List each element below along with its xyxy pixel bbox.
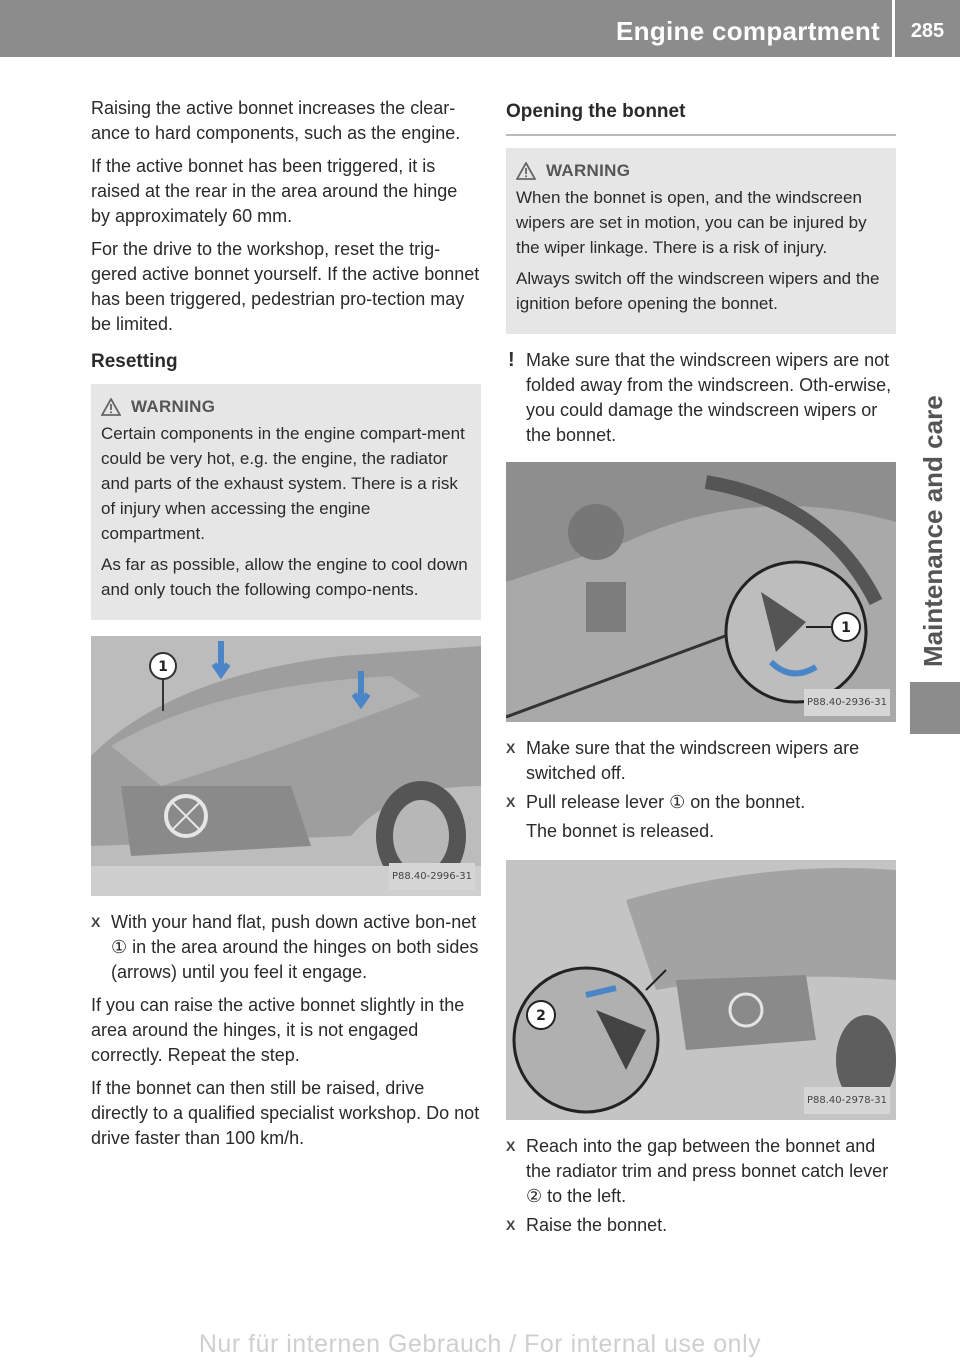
- cockpit-illustration: [506, 462, 896, 722]
- step-text: Raise the bonnet.: [526, 1215, 668, 1235]
- step-text: Reach into the gap between the bonnet and the radiator trim and press bonnet catch lever ② to the left.: [526, 1136, 889, 1206]
- warning-text: Always switch off the windscreen wipers and the ignition before opening the bonnet.: [516, 269, 880, 313]
- step-item: [506, 1134, 896, 1209]
- after-paragraph: If you can raise the active bonnet slightly in the area around the hinges, it is not engaged correctly. Repeat the step.: [91, 995, 465, 1065]
- step-marker-icon: X: [506, 1217, 516, 1233]
- step-text: With your hand flat, push down active bon-net ① in the area around the hinges on both sides (arrows) until you feel it engage.: [111, 912, 479, 982]
- figure-code: P88.40-2978-31: [804, 1087, 890, 1114]
- step-item: [506, 790, 896, 815]
- callout-1: 1: [158, 659, 168, 675]
- note-text: Make sure that the windscreen wipers are not folded away from the windscreen. Oth-erwise, you could damage the windscreen wipers or the bonnet.: [526, 350, 892, 445]
- right-column: [506, 96, 896, 1242]
- step-marker-icon: X: [506, 794, 516, 810]
- side-tab-marker: [910, 682, 960, 734]
- callout-1: 1: [841, 620, 851, 636]
- warning-title: WARNING: [546, 161, 631, 180]
- warning-header: [101, 394, 471, 419]
- step-marker-icon: X: [91, 914, 101, 930]
- car-front-illustration: [91, 636, 481, 896]
- exclamation-icon: !: [508, 349, 515, 371]
- intro-paragraph: If the active bonnet has been triggered, it is raised at the rear in the area around the hinge by approximately 60 mm.: [91, 156, 458, 226]
- intro-paragraph: Raising the active bonnet increases the clear-ance to hard components, such as the engine.: [91, 98, 461, 143]
- internal-use-watermark: Nur für internen Gebrauch / For internal use only: [198, 1330, 762, 1358]
- step-marker-icon: X: [506, 740, 516, 756]
- step-item: [91, 910, 481, 985]
- bonnet-catch-illustration: [506, 860, 896, 1120]
- warning-title: WARNING: [131, 397, 216, 416]
- step-item: [506, 1213, 896, 1238]
- callout-2: 2: [536, 1008, 546, 1024]
- warning-triangle-icon: [101, 398, 121, 416]
- page-header: [0, 0, 960, 57]
- step-text: Pull release lever ① on the bonnet.: [526, 792, 806, 812]
- warning-header: [516, 158, 886, 183]
- left-column: [91, 96, 481, 1159]
- step-text: Make sure that the windscreen wipers are switched off.: [526, 738, 860, 783]
- section-title: Engine compartment: [616, 16, 880, 46]
- figure-code: P88.40-2996-31: [389, 863, 475, 890]
- warning-box: [91, 384, 481, 620]
- figure-code: P88.40-2936-31: [804, 689, 890, 716]
- warning-box: [506, 148, 896, 334]
- warning-triangle-icon: [516, 162, 536, 180]
- resetting-heading: Resetting: [91, 351, 178, 372]
- after-paragraph: If the bonnet can then still be raised, drive directly to a qualified specialist workshop. Do not drive faster than 100 km/h.: [91, 1078, 480, 1148]
- figure-bonnet-catch: [506, 860, 896, 1120]
- warning-text: As far as possible, allow the engine to cool down and only touch the following compo-nents.: [101, 555, 468, 599]
- side-tab: [910, 57, 960, 677]
- step-result: The bonnet is released.: [526, 821, 715, 841]
- page-number: 285: [910, 20, 945, 42]
- figure-release-lever: [506, 462, 896, 722]
- opening-heading: Opening the bonnet: [506, 99, 896, 136]
- warning-text: When the bonnet is open, and the windscreen wipers are set in motion, you can be injured by the wiper linkage. There is a risk of injury.: [516, 188, 867, 257]
- step-item: [506, 736, 896, 786]
- figure-active-bonnet: [91, 636, 481, 896]
- intro-paragraph: For the drive to the workshop, reset the trig-gered active bonnet yourself. If the active bonnet has been triggered, pedestrian pro-tection may be limited.: [91, 239, 480, 334]
- caution-note: [506, 348, 896, 448]
- warning-text: Certain components in the engine compart-ment could be very hot, e.g. the engine, the radiator and parts of the exhaust system. There is a risk of injury when accessing the engine compartment.: [101, 424, 465, 543]
- step-marker-icon: X: [506, 1138, 516, 1154]
- side-tab-label: Maintenance and care: [918, 395, 948, 667]
